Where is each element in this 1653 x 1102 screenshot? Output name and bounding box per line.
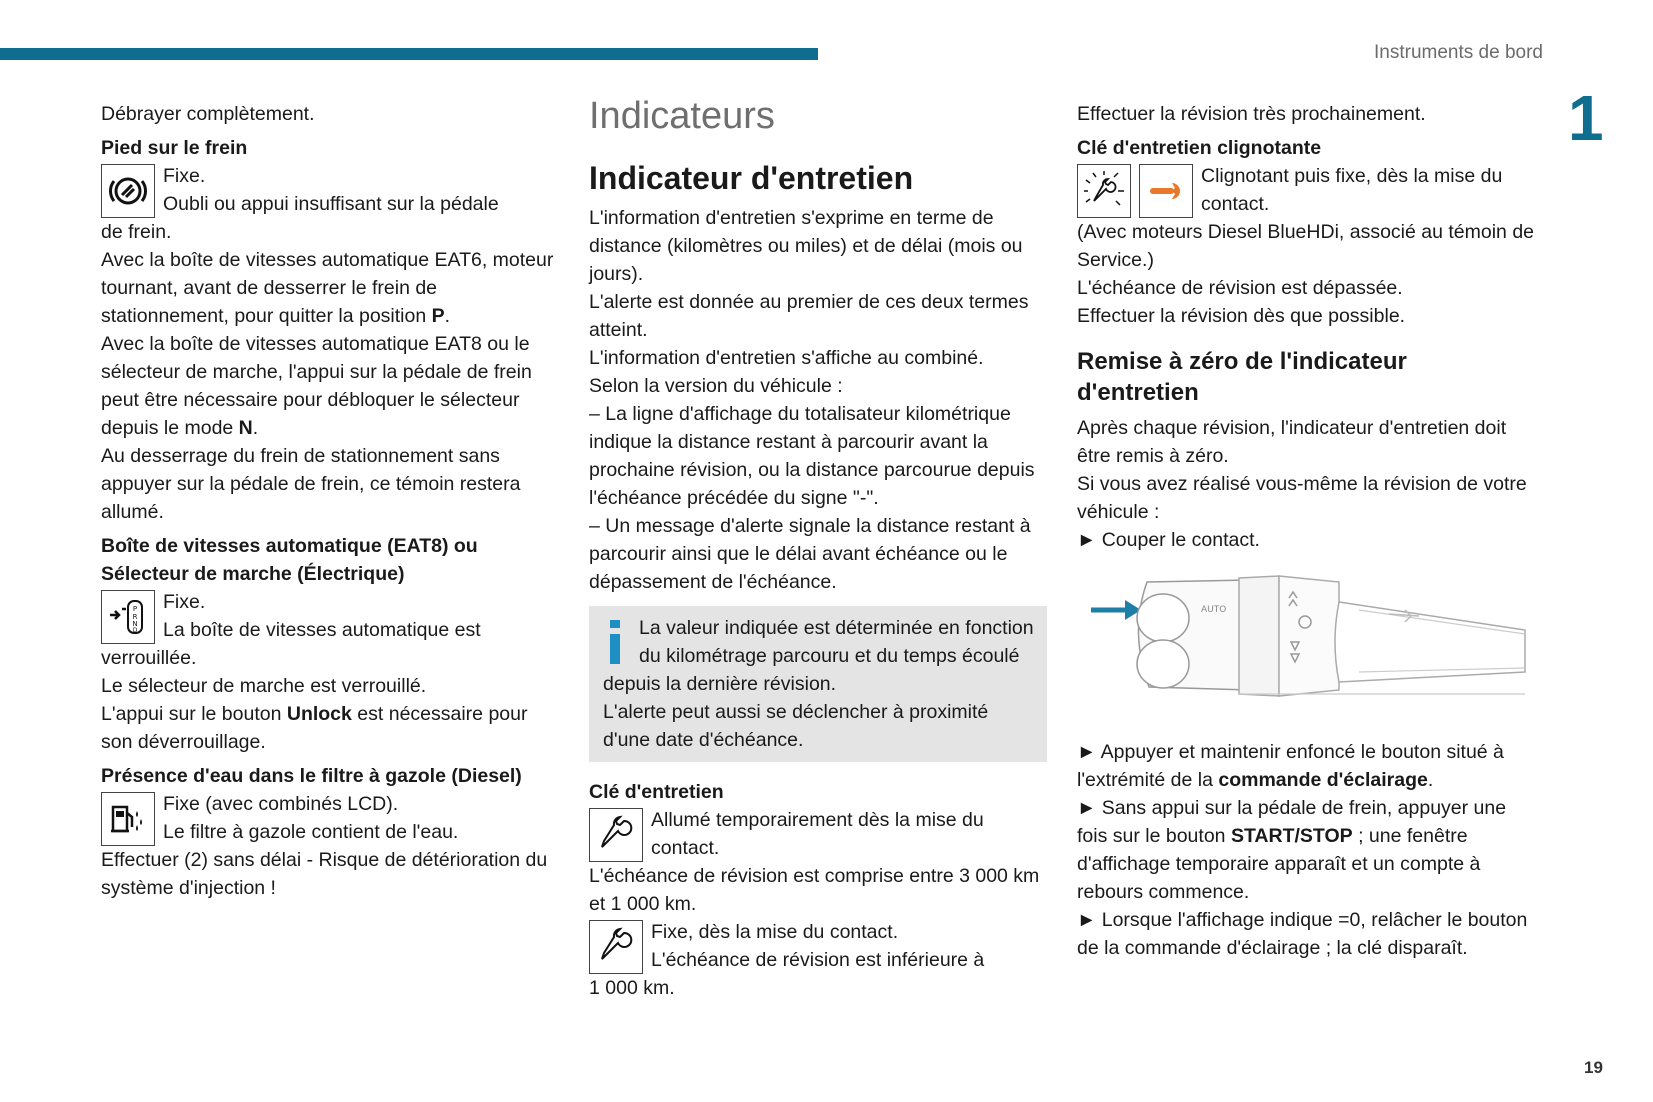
main-title: Indicateur d'entretien bbox=[589, 160, 914, 196]
chapter-number: 1 bbox=[1568, 82, 1604, 154]
service-paragraph-3: L'information d'entretien s'affiche au combiné. bbox=[589, 347, 984, 369]
key2-text-2: L'échéance de révision est inférieure à bbox=[651, 949, 985, 971]
brake-paragraph-3: Au desserrage du frein de stationnement sans appuyer sur la pédale de frein, ce témoin restera allumé. bbox=[101, 445, 521, 523]
section-title: Indicateurs bbox=[589, 95, 775, 137]
brake-paragraph-1: Avec la boîte de vitesses automatique EAT6, moteur tournant, avant de desserrer le frein de stationnement, pour quitter la position P. bbox=[101, 249, 554, 327]
reset-paragraph-2: Si vous avez réalisé vous-même la révision de votre véhicule : bbox=[1077, 473, 1527, 523]
reset-title: Remise à zéro de l'indicateur d'entretien bbox=[1077, 348, 1407, 406]
brake-foot-icon bbox=[101, 164, 155, 218]
column-middle bbox=[589, 95, 1047, 1002]
fuel-water-icon bbox=[101, 792, 155, 846]
water-title: Présence d'eau dans le filtre à gazole (Diesel) bbox=[101, 765, 522, 787]
water-icon-text-2: Le filtre à gazole contient de l'eau. bbox=[163, 821, 459, 843]
column-right bbox=[1077, 100, 1535, 962]
orange-wrench-icon bbox=[1139, 164, 1193, 218]
brake-paragraph-2: Avec la boîte de vitesses automatique EAT8 ou le sélecteur de marche, l'appui sur la pédale de frein peut être nécessaire pour débloquer le sélecteur depuis le mode N. bbox=[101, 333, 532, 439]
intro-text: Débrayer complètement. bbox=[101, 103, 315, 125]
brake-icon-text-1: Fixe. bbox=[163, 165, 206, 187]
brake-continued: de frein. bbox=[101, 221, 172, 243]
service-list-item-2: – Un message d'alerte signale la distance restant à parcourir ainsi que le délai avant échéance ou le dépassement de l'échéance. bbox=[589, 515, 1031, 593]
brake-title: Pied sur le frein bbox=[101, 137, 248, 159]
info-text-2: L'alerte peut aussi se déclencher à proximité d'une date d'échéance. bbox=[603, 701, 989, 751]
info-text-1: La valeur indiquée est déterminée en fonction du kilométrage parcouru et du temps écoulé depuis la dernière révision. bbox=[603, 617, 1034, 695]
key1-text: Allumé temporairement dès la mise du contact. bbox=[651, 809, 984, 859]
lighting-stalk-illustration bbox=[1089, 572, 1535, 720]
blink-paragraph-2: L'échéance de révision est dépassée. bbox=[1077, 277, 1403, 299]
water-paragraph-1: Effectuer (2) sans délai - Risque de détérioration du système d'injection ! bbox=[101, 849, 548, 899]
service-paragraph-2: L'alerte est donnée au premier de ces deux termes atteint. bbox=[589, 291, 1029, 341]
wrench-icon bbox=[589, 808, 643, 862]
blink-title: Clé d'entretien clignotante bbox=[1077, 137, 1322, 159]
blink-indicator-row bbox=[1077, 162, 1535, 218]
svg-text:N: N bbox=[132, 620, 138, 628]
reset-step-2: ► Appuyer et maintenir enfoncé le bouton situé à l'extrémité de la commande d'éclairage. bbox=[1077, 741, 1504, 791]
svg-text:AUTO: AUTO bbox=[1201, 605, 1227, 615]
key-title: Clé d'entretien bbox=[589, 781, 724, 803]
water-icon-text-1: Fixe (avec combinés LCD). bbox=[163, 793, 399, 815]
reset-step-1: ► Couper le contact. bbox=[1077, 529, 1260, 551]
service-list-item-1: – La ligne d'affichage du totalisateur kilométrique indique la distance restant à parcourir avant la prochaine révision, ou la distance parcourue depuis l'échéance précédée du signe "-". bbox=[589, 403, 1035, 509]
gearbox-paragraph-2: L'appui sur le bouton Unlock est nécessaire pour son déverrouillage. bbox=[101, 703, 528, 753]
svg-text:R: R bbox=[132, 613, 138, 621]
wrench-icon bbox=[589, 920, 643, 974]
key-indicator-row-1 bbox=[589, 806, 1047, 862]
gearbox-continued: verrouillée. bbox=[101, 647, 197, 669]
reset-step-3: ► Sans appui sur la pédale de frein, appuyer une fois sur le bouton START/STOP ; une fenêtre d'affichage temporaire apparaît et un compte à rebours commence. bbox=[1077, 797, 1507, 903]
info-icon bbox=[603, 620, 625, 666]
svg-text:D: D bbox=[132, 627, 138, 634]
gearbox-indicator-row bbox=[101, 588, 559, 644]
reset-step-4: ► Lorsque l'affichage indique =0, relâcher le bouton de la commande d'éclairage ; la clé disparaît. bbox=[1077, 909, 1528, 959]
svg-text:P: P bbox=[132, 605, 138, 613]
gearbox-icon-text-2: La boîte de vitesses automatique est bbox=[163, 619, 481, 641]
key2-text-1: Fixe, dès la mise du contact. bbox=[651, 921, 899, 943]
blink-paragraph-1: (Avec moteurs Diesel BlueHDi, associé au témoin de Service.) bbox=[1077, 221, 1535, 271]
info-note-box bbox=[589, 606, 1047, 762]
water-indicator-row bbox=[101, 790, 559, 846]
key2-continued: 1 000 km. bbox=[589, 977, 675, 999]
brake-indicator-row bbox=[101, 162, 559, 218]
brake-icon-text-2: Oubli ou appui insuffisant sur la pédale bbox=[163, 193, 499, 215]
right-intro: Effectuer la révision très prochainement. bbox=[1077, 103, 1426, 125]
gearbox-title: Boîte de vitesses automatique (EAT8) ou Sélecteur de marche (Électrique) bbox=[101, 535, 478, 585]
page-number: 19 bbox=[1584, 1058, 1603, 1077]
gearbox-paragraph-1: Le sélecteur de marche est verrouillé. bbox=[101, 675, 427, 697]
service-paragraph-1: L'information d'entretien s'exprime en terme de distance (kilomètres ou miles) et de délai (mois ou jours). bbox=[589, 207, 1023, 285]
blink-paragraph-3: Effectuer la révision dès que possible. bbox=[1077, 305, 1406, 327]
page-header-title: Instruments de bord bbox=[1374, 42, 1543, 63]
gearbox-icon-text-1: Fixe. bbox=[163, 591, 206, 613]
reset-paragraph-1: Après chaque révision, l'indicateur d'entretien doit être remis à zéro. bbox=[1077, 417, 1507, 467]
header-accent-bar bbox=[0, 48, 818, 60]
service-paragraph-4: Selon la version du véhicule : bbox=[589, 375, 843, 397]
gear-selector-icon bbox=[101, 590, 155, 644]
blink-text: Clignotant puis fixe, dès la mise du contact. bbox=[1201, 165, 1503, 215]
key1-paragraph: L'échéance de révision est comprise entre 3 000 km et 1 000 km. bbox=[589, 865, 1040, 915]
blinking-wrench-icon bbox=[1077, 164, 1131, 218]
key-indicator-row-2 bbox=[589, 918, 1047, 974]
column-left bbox=[101, 100, 559, 902]
